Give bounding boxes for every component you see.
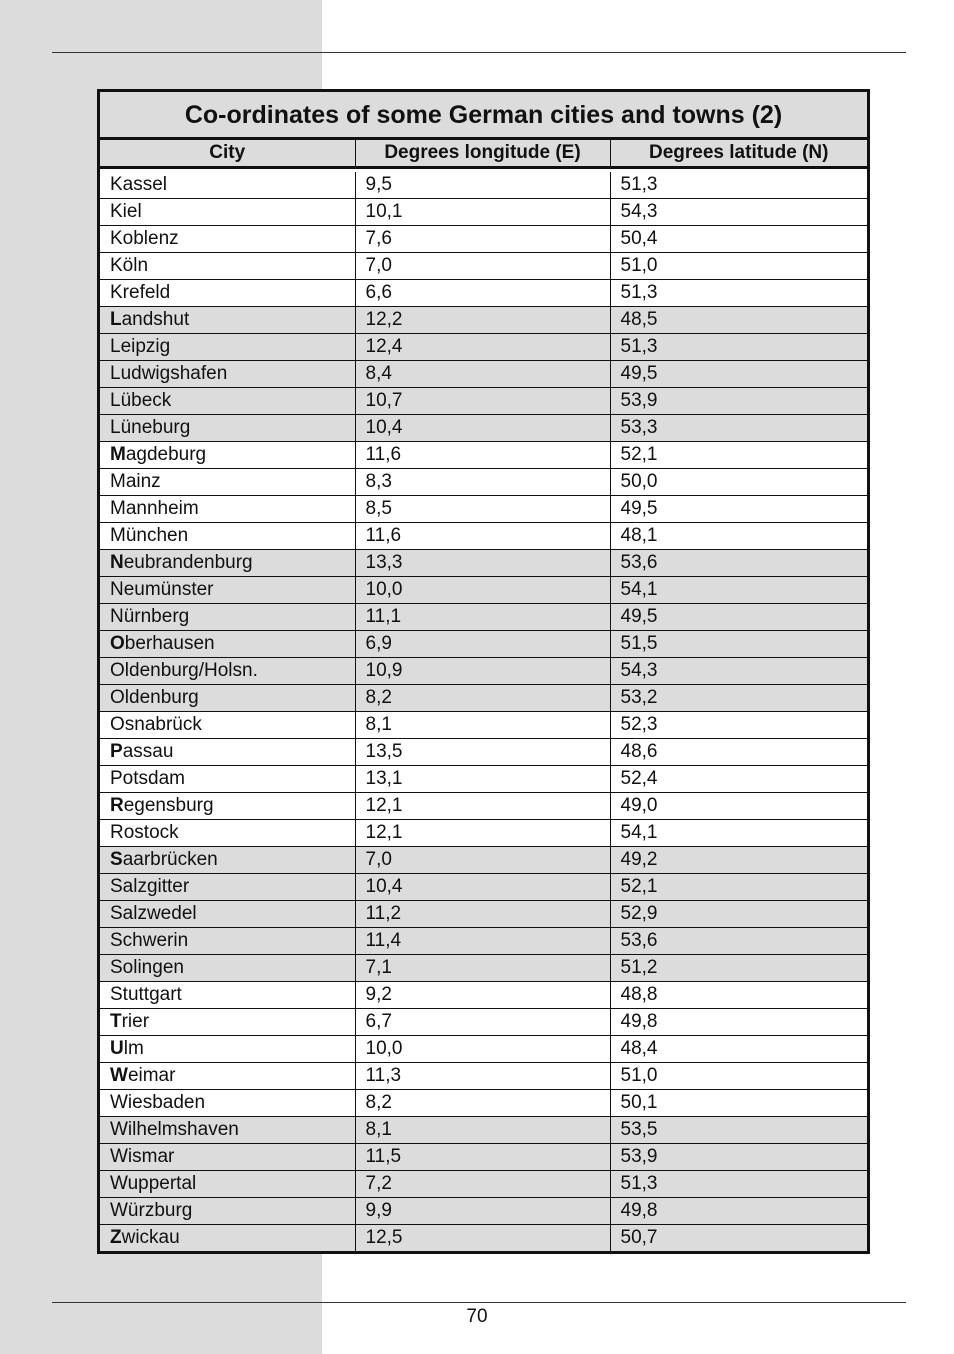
table-row — [100, 1035, 867, 1062]
table-row — [100, 1089, 867, 1116]
latitude-cell: 48,4 — [610, 1035, 867, 1062]
longitude-cell: 10,7 — [355, 387, 610, 414]
city-cell: Neubrandenburg — [100, 549, 355, 576]
latitude-cell: 54,1 — [610, 819, 867, 846]
latitude-cell: 51,3 — [610, 1170, 867, 1197]
latitude-cell: 51,3 — [610, 279, 867, 306]
longitude-cell: 8,4 — [355, 360, 610, 387]
latitude-cell: 51,3 — [610, 333, 867, 360]
longitude-cell: 12,4 — [355, 333, 610, 360]
longitude-cell: 11,6 — [355, 522, 610, 549]
table-row — [100, 684, 867, 711]
longitude-cell: 9,9 — [355, 1197, 610, 1224]
city-cell: Schwerin — [100, 927, 355, 954]
city-cell: München — [100, 522, 355, 549]
city-cell: Oberhausen — [100, 630, 355, 657]
city-cell: Magdeburg — [100, 441, 355, 468]
city-cell: Lübeck — [100, 387, 355, 414]
table-row — [100, 819, 867, 846]
city-cell: Potsdam — [100, 765, 355, 792]
city-cell: Salzgitter — [100, 873, 355, 900]
longitude-cell: 7,1 — [355, 954, 610, 981]
latitude-cell: 49,2 — [610, 846, 867, 873]
table-row — [100, 252, 867, 279]
table-row — [100, 225, 867, 252]
longitude-cell: 7,0 — [355, 252, 610, 279]
city-cell: Köln — [100, 252, 355, 279]
longitude-cell: 10,4 — [355, 414, 610, 441]
table-row — [100, 360, 867, 387]
longitude-cell: 8,3 — [355, 468, 610, 495]
table-row — [100, 468, 867, 495]
table-title: Co-ordinates of some German cities and towns (2) — [100, 92, 867, 140]
city-cell: Ulm — [100, 1035, 355, 1062]
table-row — [100, 873, 867, 900]
longitude-cell: 7,0 — [355, 846, 610, 873]
latitude-cell: 48,8 — [610, 981, 867, 1008]
city-initial: M — [110, 443, 126, 465]
city-cell: Stuttgart — [100, 981, 355, 1008]
table-row — [100, 1197, 867, 1224]
latitude-cell: 52,1 — [610, 873, 867, 900]
latitude-cell: 50,1 — [610, 1089, 867, 1116]
latitude-cell: 53,5 — [610, 1116, 867, 1143]
latitude-cell: 52,3 — [610, 711, 867, 738]
table-row — [100, 333, 867, 360]
latitude-cell: 51,5 — [610, 630, 867, 657]
city-cell: Wiesbaden — [100, 1089, 355, 1116]
city-cell: Wismar — [100, 1143, 355, 1170]
table-row — [100, 792, 867, 819]
column-header-longitude: Degrees longitude (E) — [355, 140, 610, 167]
column-header-city: City — [100, 140, 355, 167]
latitude-cell: 53,6 — [610, 549, 867, 576]
table-row — [100, 846, 867, 873]
longitude-cell: 11,3 — [355, 1062, 610, 1089]
table-row — [100, 549, 867, 576]
longitude-cell: 10,0 — [355, 576, 610, 603]
table-row — [100, 387, 867, 414]
city-cell: Ludwigshafen — [100, 360, 355, 387]
longitude-cell: 8,1 — [355, 1116, 610, 1143]
longitude-cell: 12,1 — [355, 819, 610, 846]
longitude-cell: 11,5 — [355, 1143, 610, 1170]
longitude-cell: 12,1 — [355, 792, 610, 819]
longitude-cell: 13,3 — [355, 549, 610, 576]
city-cell: Wuppertal — [100, 1170, 355, 1197]
city-initial: P — [110, 740, 123, 762]
table-row — [100, 441, 867, 468]
table-row — [100, 711, 867, 738]
city-cell: Mannheim — [100, 495, 355, 522]
latitude-cell: 49,5 — [610, 360, 867, 387]
latitude-cell: 48,6 — [610, 738, 867, 765]
longitude-cell: 6,9 — [355, 630, 610, 657]
header-rule — [52, 52, 906, 53]
latitude-cell: 53,9 — [610, 1143, 867, 1170]
city-cell: Neumünster — [100, 576, 355, 603]
latitude-cell: 53,9 — [610, 387, 867, 414]
latitude-cell: 49,5 — [610, 603, 867, 630]
latitude-cell: 49,8 — [610, 1197, 867, 1224]
footer-rule — [52, 1302, 906, 1303]
latitude-cell: 50,7 — [610, 1224, 867, 1251]
latitude-cell: 48,1 — [610, 522, 867, 549]
latitude-cell: 50,4 — [610, 225, 867, 252]
table-row — [100, 954, 867, 981]
longitude-cell: 12,2 — [355, 306, 610, 333]
city-initial: N — [110, 551, 124, 573]
longitude-cell: 13,5 — [355, 738, 610, 765]
latitude-cell: 52,1 — [610, 441, 867, 468]
table-row — [100, 900, 867, 927]
city-initial: T — [110, 1010, 122, 1032]
table-row — [100, 1170, 867, 1197]
city-cell: Saarbrücken — [100, 846, 355, 873]
longitude-cell: 10,9 — [355, 657, 610, 684]
table-row — [100, 1224, 867, 1251]
latitude-cell: 53,3 — [610, 414, 867, 441]
table-row — [100, 306, 867, 333]
city-cell: Trier — [100, 1008, 355, 1035]
city-initial: S — [110, 848, 123, 870]
longitude-cell: 8,2 — [355, 684, 610, 711]
page-number: 70 — [466, 1306, 488, 1327]
city-cell: Passau — [100, 738, 355, 765]
longitude-cell: 7,2 — [355, 1170, 610, 1197]
table-row — [100, 198, 867, 225]
city-cell: Kiel — [100, 198, 355, 225]
table-row — [100, 1062, 867, 1089]
table-row — [100, 981, 867, 1008]
city-cell: Weimar — [100, 1062, 355, 1089]
city-cell: Regensburg — [100, 792, 355, 819]
city-cell: Salzwedel — [100, 900, 355, 927]
latitude-cell: 50,0 — [610, 468, 867, 495]
longitude-cell: 11,6 — [355, 441, 610, 468]
table-row — [100, 414, 867, 441]
table-row — [100, 927, 867, 954]
city-cell: Oldenburg/Holsn. — [100, 657, 355, 684]
latitude-cell: 49,0 — [610, 792, 867, 819]
table-row — [100, 765, 867, 792]
table-row — [100, 279, 867, 306]
longitude-cell: 12,5 — [355, 1224, 610, 1251]
city-cell: Lüneburg — [100, 414, 355, 441]
latitude-cell: 52,4 — [610, 765, 867, 792]
coordinates-table — [97, 89, 870, 1254]
city-cell: Koblenz — [100, 225, 355, 252]
table-row — [100, 1008, 867, 1035]
longitude-cell: 10,4 — [355, 873, 610, 900]
table-row — [100, 630, 867, 657]
longitude-cell: 8,1 — [355, 711, 610, 738]
coordinates-grid — [100, 140, 867, 1251]
longitude-cell: 7,6 — [355, 225, 610, 252]
table-row — [100, 172, 867, 199]
city-initial: L — [110, 308, 122, 330]
latitude-cell: 49,5 — [610, 495, 867, 522]
city-initial: W — [110, 1064, 128, 1086]
latitude-cell: 51,0 — [610, 1062, 867, 1089]
city-cell: Wilhelmshaven — [100, 1116, 355, 1143]
longitude-cell: 8,5 — [355, 495, 610, 522]
latitude-cell: 51,0 — [610, 252, 867, 279]
latitude-cell: 49,8 — [610, 1008, 867, 1035]
latitude-cell: 52,9 — [610, 900, 867, 927]
city-initial: R — [110, 794, 124, 816]
longitude-cell: 8,2 — [355, 1089, 610, 1116]
latitude-cell: 53,2 — [610, 684, 867, 711]
city-cell: Mainz — [100, 468, 355, 495]
city-cell: Oldenburg — [100, 684, 355, 711]
latitude-cell: 54,3 — [610, 657, 867, 684]
city-cell: Landshut — [100, 306, 355, 333]
column-header-row — [100, 140, 867, 167]
longitude-cell: 10,1 — [355, 198, 610, 225]
city-cell: Solingen — [100, 954, 355, 981]
city-initial: Z — [110, 1226, 122, 1248]
longitude-cell: 11,1 — [355, 603, 610, 630]
city-initial: U — [110, 1037, 124, 1059]
city-cell: Würzburg — [100, 1197, 355, 1224]
table-row — [100, 522, 867, 549]
longitude-cell: 9,5 — [355, 172, 610, 199]
table-row — [100, 657, 867, 684]
city-cell: Rostock — [100, 819, 355, 846]
longitude-cell: 6,7 — [355, 1008, 610, 1035]
table-row — [100, 576, 867, 603]
latitude-cell: 51,2 — [610, 954, 867, 981]
latitude-cell: 48,5 — [610, 306, 867, 333]
latitude-cell: 54,1 — [610, 576, 867, 603]
city-cell: Zwickau — [100, 1224, 355, 1251]
longitude-cell: 6,6 — [355, 279, 610, 306]
table-row — [100, 1116, 867, 1143]
city-cell: Nürnberg — [100, 603, 355, 630]
longitude-cell: 11,4 — [355, 927, 610, 954]
city-initial: O — [110, 632, 125, 654]
city-cell: Leipzig — [100, 333, 355, 360]
latitude-cell: 53,6 — [610, 927, 867, 954]
table-row — [100, 1143, 867, 1170]
longitude-cell: 11,2 — [355, 900, 610, 927]
city-cell: Kassel — [100, 172, 355, 199]
longitude-cell: 9,2 — [355, 981, 610, 1008]
table-row — [100, 738, 867, 765]
city-cell: Krefeld — [100, 279, 355, 306]
latitude-cell: 54,3 — [610, 198, 867, 225]
table-row — [100, 495, 867, 522]
latitude-cell: 51,3 — [610, 172, 867, 199]
city-cell: Osnabrück — [100, 711, 355, 738]
column-header-latitude: Degrees latitude (N) — [610, 140, 867, 167]
longitude-cell: 13,1 — [355, 765, 610, 792]
longitude-cell: 10,0 — [355, 1035, 610, 1062]
table-row — [100, 603, 867, 630]
